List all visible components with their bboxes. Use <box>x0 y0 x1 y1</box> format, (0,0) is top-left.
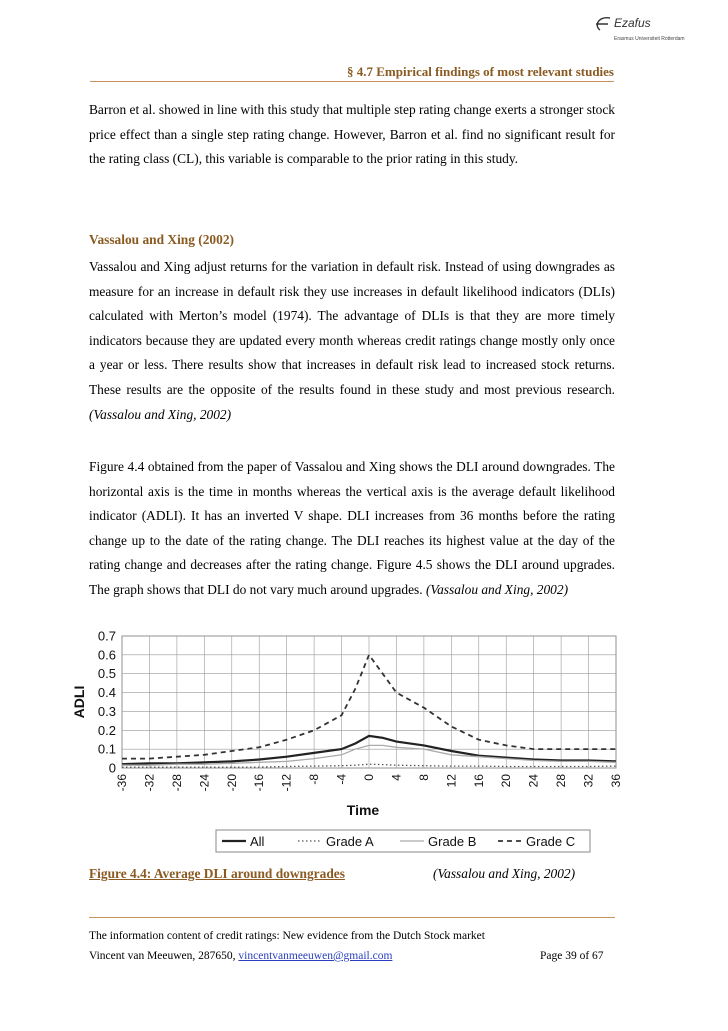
x-tick-label: 24 <box>526 774 541 788</box>
figure-source: (Vassalou and Xing, 2002) <box>433 866 576 881</box>
paragraph-3: Figure 4.4 obtained from the paper of Vassalou and Xing shows the DLI around downgrades. The horizontal axis is the time in months whereas the vertical axis is the average default likelihood indicator (ADLI). It has an inverted V shape. DLI increases from 36 months before the rating change up to the date of the rating change. The DLI reaches its highest value at the day of the rating change and decreases after the rating change. Figure 4.5 shows the DLI around upgrades. The graph shows that DLI do not vary much around upgrades. (Vassalou and Xing, 2002) <box>89 459 615 597</box>
x-tick-label: -8 <box>307 774 322 785</box>
y-tick-label: 0 <box>108 760 116 776</box>
y-tick-label: 0.1 <box>97 741 116 757</box>
x-tick-label: -32 <box>142 774 157 792</box>
footer-author: Vincent van Meeuwen, 287650, <box>89 950 236 962</box>
footer-thesis-title: The information content of credit ratings: New evidence from the Dutch Stock market <box>89 930 485 942</box>
legend-label: Grade C <box>526 834 576 849</box>
x-tick-label: 4 <box>389 774 404 781</box>
paragraph-2: Vassalou and Xing adjust returns for the variation in default risk. Instead of using downgrades as measure for an increase in default risk they use increases in default likelihood indicators (DLIs) calculated with Merton’s model (1974). The advantage of DLIs is that they are more timely indicators because they are updated every month whereas credit ratings change mostly only once a year or less. There results show that increases in default risk lead to increased stock returns. These results are the opposite of the results found in these study and most previous research. (Vassalou and Xing, 2002) <box>89 259 615 422</box>
y-tick-label: 0.3 <box>97 703 116 719</box>
x-tick-label: -4 <box>334 774 349 785</box>
x-axis-label: Time <box>346 802 380 818</box>
paragraph-1: Barron et al. showed in line with this study that multiple step rating change exerts a stronger stock price effect than a single step rating change. However, Barron et al. find no significant result for the rating class (CL), this variable is comparable to the prior rating in this study. <box>89 102 615 167</box>
y-tick-label: 0.6 <box>97 647 116 663</box>
subsection-heading: Vassalou and Xing (2002) <box>89 232 234 247</box>
adli-line-chart <box>60 628 623 858</box>
university-logo <box>592 12 692 46</box>
x-tick-label: 32 <box>581 774 596 788</box>
section-title: § 4.7 Empirical findings of most relevant studies <box>347 64 614 79</box>
x-tick-label: 36 <box>609 774 623 788</box>
y-tick-label: 0.2 <box>97 722 116 738</box>
x-tick-label: 28 <box>554 774 569 788</box>
x-tick-label: 12 <box>444 774 459 788</box>
x-tick-label: -12 <box>279 774 294 792</box>
figure-caption: Figure 4.4: Average DLI around downgrades <box>89 866 345 881</box>
figure-adli-chart <box>60 628 623 858</box>
x-tick-label: -24 <box>197 774 212 792</box>
header-divider <box>90 81 614 82</box>
logo-wordmark: Ezafus <box>614 16 651 30</box>
footer-divider <box>89 917 615 918</box>
x-tick-label: -28 <box>169 774 184 792</box>
legend-label: All <box>250 834 265 849</box>
x-tick-label: 8 <box>416 774 431 781</box>
y-tick-label: 0.5 <box>97 666 116 682</box>
citation: (Vassalou and Xing, 2002) <box>89 406 232 422</box>
x-tick-label: -36 <box>115 774 129 792</box>
x-tick-label: 0 <box>362 774 376 781</box>
x-tick-label: 20 <box>499 774 514 788</box>
footer-author-line <box>89 950 392 962</box>
citation: (Vassalou and Xing, 2002) <box>425 581 569 597</box>
x-tick-label: 16 <box>471 774 486 788</box>
legend-label: Grade A <box>326 834 374 849</box>
y-tick-label: 0.4 <box>97 685 116 701</box>
ezafus-logo-icon <box>592 12 692 36</box>
legend-label: Grade B <box>428 834 477 849</box>
y-tick-label: 0.7 <box>97 628 116 644</box>
x-tick-label: -20 <box>224 774 239 792</box>
footer-page-number: Page 39 of 67 <box>540 950 604 962</box>
logo-subtitle: Erasmus Universiteit Rotterdam <box>614 36 685 42</box>
y-axis-label: ADLI <box>71 685 87 719</box>
footer-email-link[interactable]: vincentvanmeeuwen@gmail.com <box>238 950 393 962</box>
x-tick-label: -16 <box>252 774 267 792</box>
